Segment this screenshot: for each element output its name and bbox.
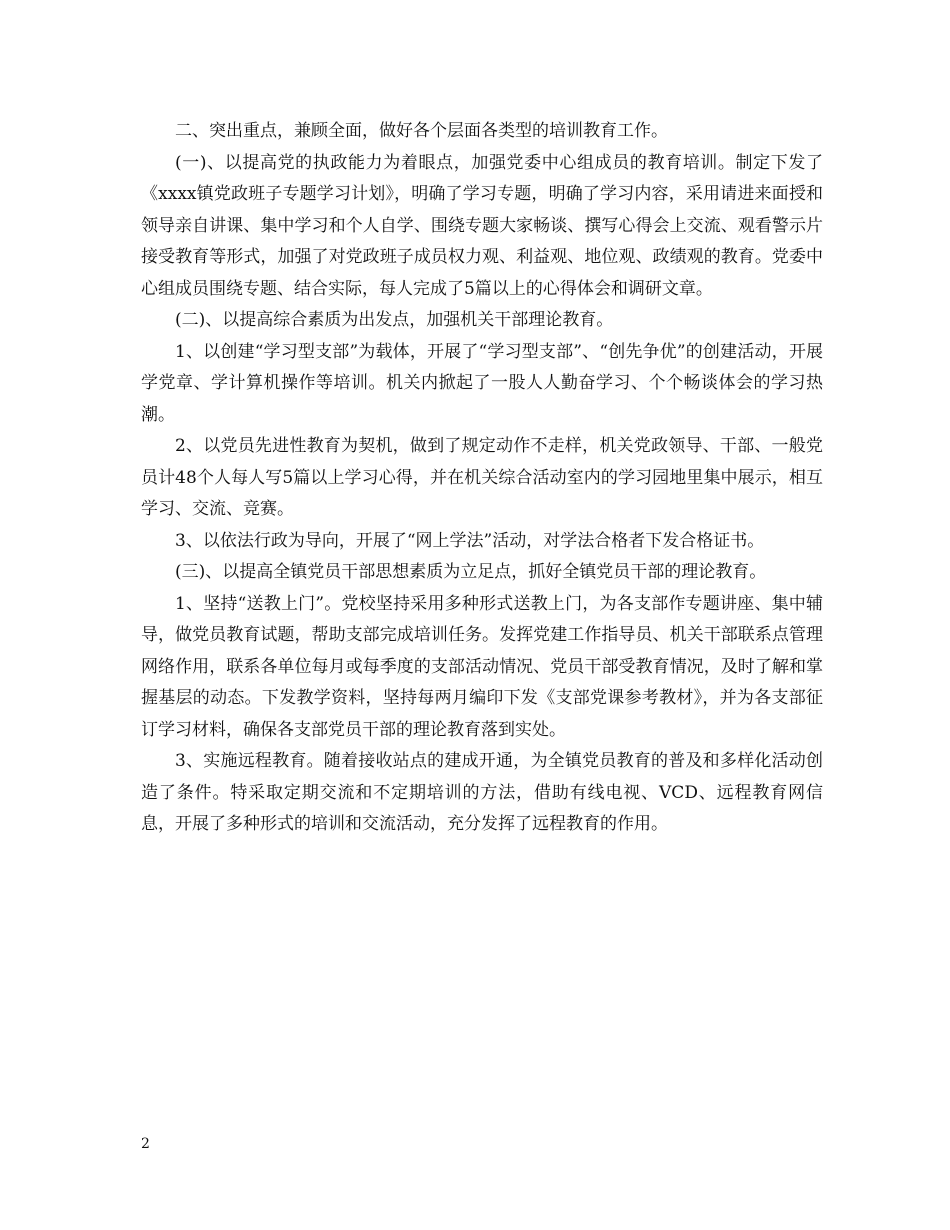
paragraph: 3、以依法行政为导向，开展了“网上学法”活动，对学法合格者下发合格证书。 xyxy=(175,530,765,551)
paragraph: 1、坚持“送教上门”。党校坚持采用多种形式送教上门，为各支部作专题讲座、集中辅导，做党员教育试题，帮助支部完成培训任务。发挥党建工作指导员、机关干部联系点管理网络作用，联系各单位每月或每季度的支部活动情况、党员干部受教育情况，及时了解和掌握基层的动态。下发教学资料，坚持每两月编印下发《支部党课参考教材》，并为各支部征订学习材料，确保各支部党员干部的理论教育落到实处。 xyxy=(141,593,823,740)
page-number: 2 xyxy=(141,1136,150,1152)
document-body xyxy=(141,116,823,841)
paragraph: 2、以党员先进性教育为契机，做到了规定动作不走样，机关党政领导、干部、一般党员计48个人每人写5篇以上学习心得，并在机关综合活动室内的学习园地里集中展示，相互学习、交流、竞赛。 xyxy=(141,436,823,519)
paragraph: (一)、以提高党的执政能力为着眼点，加强党委中心组成员的教育培训。制定下发了《xxxx镇党政班子专题学习计划》，明确了学习专题，明确了学习内容，采用请进来面授和领导亲自讲课、集中学习和个人自学、围绕专题大家畅谈、撰写心得会上交流、观看警示片接受教育等形式，加强了对党政班子成员权力观、利益观、地位观、政绩观的教育。党委中心组成员围绕专题、结合实际，每人完成了5篇以上的心得体会和调研文章。 xyxy=(141,152,823,299)
subsection-heading: (二)、以提高综合素质为出发点，加强机关干部理论教育。 xyxy=(175,310,614,330)
section-heading: 二、突出重点，兼顾全面，做好各个层面各类型的培训教育工作。 xyxy=(175,121,668,141)
paragraph: 3、实施远程教育。随着接收站点的建成开通，为全镇党员教育的普及和多样化活动创造了条件。特采取定期交流和不定期培训的方法，借助有线电视、VCD、远程教育网信息，开展了多种形式的培训和交流活动，充分发挥了远程教育的作用。 xyxy=(141,751,823,834)
paragraph: 1、以创建“学习型支部”为载体，开展了“学习型支部”、“创先争优”的创建活动，开展学党章、学计算机操作等培训。机关内掀起了一股人人勤奋学习、个个畅谈体会的学习热潮。 xyxy=(141,341,823,425)
subsection-heading: (三)、以提高全镇党员干部思想素质为立足点，抓好全镇党员干部的理论教育。 xyxy=(175,562,767,582)
